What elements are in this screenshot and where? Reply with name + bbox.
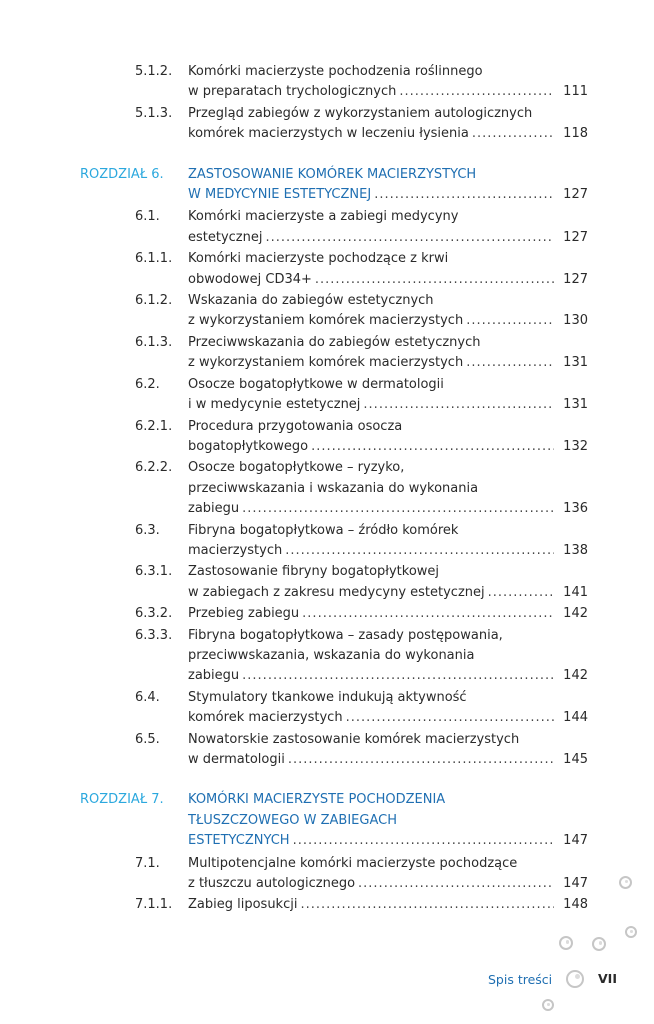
dot-leader (466, 311, 554, 331)
dot-leader (302, 604, 554, 624)
decorative-bubble-icon (566, 970, 584, 988)
title-line-text: z tłuszczu autologicznego (188, 876, 356, 892)
toc-entry (0, 604, 654, 624)
dot-leader (288, 750, 554, 770)
title-line (188, 604, 588, 624)
title-line-text: ESTETYCZNYCH (188, 833, 290, 849)
section-title (188, 521, 588, 562)
section-number: 6.1. (135, 209, 160, 225)
section-number: 6.3.1. (135, 564, 173, 580)
page-reference: 141 (563, 584, 588, 600)
chapter-number: ROZDZIAŁ 6. (80, 166, 164, 182)
dot-leader (466, 353, 554, 373)
chapter-title (188, 790, 588, 851)
title-line (188, 583, 588, 603)
page-reference: 145 (563, 752, 588, 767)
title-line: Komórki macierzyste pochodzenia roślinnego (188, 64, 483, 79)
section-number: 6.4. (135, 689, 160, 705)
page-reference: 148 (563, 897, 588, 913)
dot-leader (374, 185, 554, 205)
page-reference: 131 (563, 355, 588, 371)
page-reference: 132 (563, 438, 588, 454)
title-line: TŁUSZCZOWEGO W ZABIEGACH (188, 812, 397, 828)
page-reference: 138 (563, 542, 588, 558)
title-line-text: estetycznej (188, 229, 263, 245)
title-line-text: komórek macierzystych w leczeniu łysienia (188, 126, 469, 142)
toc-entry (0, 521, 654, 562)
title-line: przeciwwskazania, wskazania do wykonania (188, 647, 475, 663)
toc-entry (0, 626, 654, 687)
page-reference: 130 (563, 313, 588, 329)
title-line (188, 750, 588, 770)
title-line (188, 228, 588, 248)
toc-entry (0, 249, 654, 290)
page-reference: 142 (563, 606, 588, 622)
toc-entry (0, 417, 654, 458)
toc-chapter-entry (0, 165, 654, 206)
decorative-bubble-icon (625, 926, 637, 938)
dot-leader (472, 124, 554, 144)
title-line-text: zabiegu (188, 501, 240, 517)
decorative-bubble-icon (619, 876, 632, 889)
page-number: VII (598, 971, 617, 986)
toc-entry (0, 895, 654, 915)
decorative-bubble-icon (559, 936, 573, 950)
title-line-text: w zabiegach z zakresu medycyny estetycznej (188, 584, 485, 600)
section-title (188, 249, 588, 290)
title-line (188, 82, 588, 102)
title-line (188, 311, 588, 331)
title-line: Stymulatory tkankowe indukują aktywność (188, 689, 467, 705)
dot-leader (293, 831, 554, 851)
section-number: 6.3.3. (135, 627, 173, 643)
toc-entry (0, 562, 654, 603)
title-line (188, 270, 588, 290)
toc-entry (0, 854, 654, 895)
title-line-text: Przebieg zabiegu (188, 606, 300, 622)
section-number: 6.2. (135, 376, 160, 392)
title-line-text: w preparatach trychologicznych (188, 84, 397, 100)
title-line-text: obwodowej CD34+ (188, 271, 312, 287)
title-line (188, 124, 588, 144)
page-reference: 127 (563, 187, 588, 203)
page-reference: 118 (563, 126, 588, 142)
section-number: 6.5. (135, 731, 160, 747)
toc-chapter-entry (0, 790, 654, 851)
section-number: 5.1.3. (135, 105, 173, 121)
toc-entry (0, 207, 654, 248)
title-line: ZASTOSOWANIE KOMÓREK MACIERZYSTYCH (188, 166, 477, 182)
title-line: Komórki macierzyste pochodzące z krwi (188, 251, 449, 267)
title-line-text: i w medycynie estetycznej (188, 397, 361, 413)
title-line (188, 874, 588, 894)
section-title (188, 626, 588, 687)
title-line: Przeciwwskazania do zabiegów estetycznych (188, 334, 481, 350)
section-title (188, 375, 588, 416)
section-number: 7.1. (135, 855, 160, 871)
dot-leader (300, 895, 554, 915)
title-line: Osocze bogatopłytkowe – ryzyko, (188, 460, 405, 476)
toc-entry (0, 688, 654, 729)
page-reference: 127 (563, 229, 588, 245)
dot-leader (488, 583, 554, 603)
title-line: Fibryna bogatopłytkowa – zasady postępowania, (188, 627, 503, 643)
title-line-text: macierzystych (188, 542, 283, 558)
section-number: 6.1.3. (135, 334, 173, 350)
section-title (188, 854, 588, 895)
dot-leader (346, 708, 554, 728)
dot-leader (363, 395, 554, 415)
title-line (188, 395, 588, 415)
title-line (188, 185, 588, 205)
toc-entry (0, 104, 654, 145)
section-title (188, 207, 588, 248)
section-title (188, 688, 588, 729)
page-reference: 111 (563, 84, 588, 100)
title-line (188, 895, 588, 915)
title-line-text: z wykorzystaniem komórek macierzystych (188, 313, 464, 329)
section-title (188, 62, 588, 103)
title-line: Osocze bogatopłytkowe w dermatologii (188, 376, 444, 392)
section-number: 6.2.1. (135, 418, 173, 434)
title-line-text: bogatopłytkowego (188, 438, 309, 454)
title-line: Multipotencjalne komórki macierzyste pochodzące (188, 855, 518, 871)
chapter-title (188, 165, 588, 206)
title-line (188, 499, 588, 519)
title-line-text: W MEDYCYNIE ESTETYCZNEJ (188, 187, 372, 203)
page-reference: 147 (563, 876, 588, 892)
dot-leader (311, 437, 554, 457)
title-line: Procedura przygotowania osocza (188, 418, 403, 434)
section-number: 6.1.1. (135, 251, 173, 267)
section-number: 5.1.2. (135, 64, 173, 79)
section-title (188, 730, 588, 771)
page-reference: 127 (563, 271, 588, 287)
title-line: Nowatorskie zastosowanie komórek macierzystych (188, 731, 520, 747)
section-title (188, 333, 588, 374)
section-number: 6.3.2. (135, 606, 173, 622)
title-line-text: z wykorzystaniem komórek macierzystych (188, 355, 464, 371)
dot-leader (242, 666, 554, 686)
section-title (188, 458, 588, 519)
decorative-bubble-icon (592, 937, 606, 951)
page-reference: 131 (563, 397, 588, 413)
title-line-text: w dermatologii (188, 752, 285, 767)
page-reference: 144 (563, 710, 588, 726)
section-number: 7.1.1. (135, 897, 173, 913)
title-line: Komórki macierzyste a zabiegi medycyny (188, 209, 459, 225)
section-title (188, 604, 588, 624)
title-line: Wskazania do zabiegów estetycznych (188, 293, 434, 309)
title-line-text: zabiegu (188, 668, 240, 684)
dot-leader (358, 874, 554, 894)
toc-entry (0, 730, 654, 771)
title-line (188, 437, 588, 457)
dot-leader (285, 541, 554, 561)
chapter-number: ROZDZIAŁ 7. (80, 792, 164, 808)
decorative-bubble-icon (542, 999, 554, 1011)
title-line-text: komórek macierzystych (188, 710, 343, 726)
title-line (188, 541, 588, 561)
page-reference: 147 (563, 833, 588, 849)
table-of-contents (0, 62, 654, 917)
title-line-text: Zabieg liposukcji (188, 897, 298, 913)
running-footer-label: Spis treści (488, 972, 553, 987)
title-line (188, 666, 588, 686)
toc-entry (0, 375, 654, 416)
title-line (188, 353, 588, 373)
toc-entry (0, 291, 654, 332)
section-title (188, 417, 588, 458)
page-reference: 142 (563, 668, 588, 684)
section-title (188, 895, 588, 915)
toc-entry (0, 62, 654, 103)
title-line: Zastosowanie fibryny bogatopłytkowej (188, 564, 440, 580)
dot-leader (242, 499, 554, 519)
section-title (188, 291, 588, 332)
title-line: Przegląd zabiegów z wykorzystaniem autologicznych (188, 105, 533, 121)
dot-leader (315, 270, 554, 290)
toc-entry (0, 458, 654, 519)
title-line: Fibryna bogatopłytkowa – źródło komórek (188, 522, 459, 538)
title-line: KOMÓRKI MACIERZYSTE POCHODZENIA (188, 792, 446, 808)
section-title (188, 104, 588, 145)
title-line (188, 831, 588, 851)
title-line: przeciwwskazania i wskazania do wykonania (188, 480, 479, 496)
section-title (188, 562, 588, 603)
section-number: 6.2.2. (135, 460, 173, 476)
dot-leader (399, 82, 554, 102)
section-number: 6.3. (135, 522, 160, 538)
section-number: 6.1.2. (135, 293, 173, 309)
dot-leader (265, 228, 554, 248)
title-line (188, 708, 588, 728)
page-reference: 136 (563, 501, 588, 517)
toc-entry (0, 333, 654, 374)
